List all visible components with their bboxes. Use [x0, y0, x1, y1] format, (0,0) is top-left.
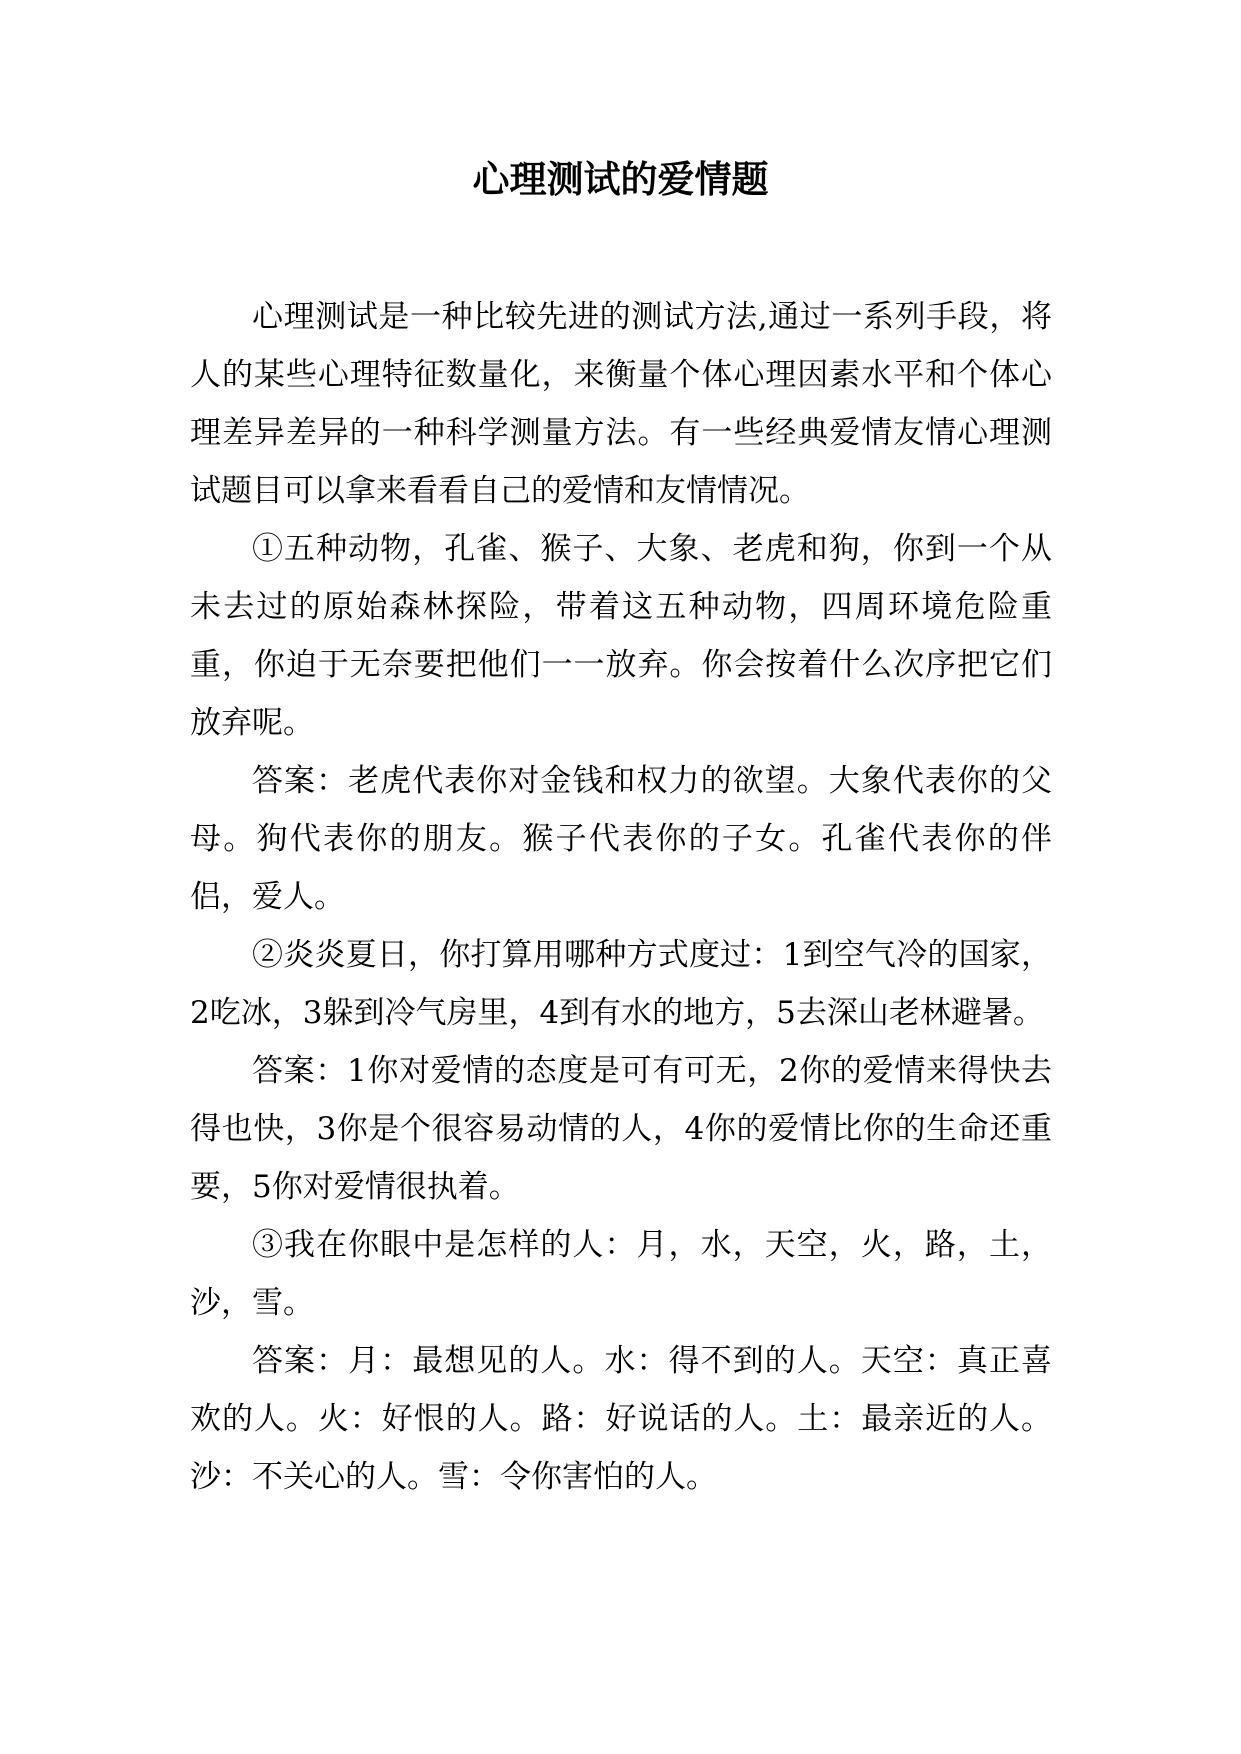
question-3-paragraph: ③我在你眼中是怎样的人：月，水，天空，火，路，土，沙，雪。: [190, 1227, 1052, 1321]
answer-2-paragraph: 答案：1你对爱情的态度是可有可无，2你的爱情来得快去得也快，3你是个很容易动情的人，4你的爱情比你的生命还重要，5你对爱情很执着。: [190, 1053, 1052, 1205]
answer-3-paragraph: 答案：月：最想见的人。水：得不到的人。天空：真正喜欢的人。火：好恨的人。路：好说话的人。土：最亲近的人。沙：不关心的人。雪：令你害怕的人。: [190, 1343, 1052, 1495]
intro-paragraph: 心理测试是一种比较先进的测试方法,通过一系列手段，将人的某些心理特征数量化，来衡量个体心理因素水平和个体心理差异差异的一种科学测量方法。有一些经典爱情友情心理测试题目可以拿来看看自己的爱情和友情情况。: [190, 299, 1052, 509]
question-2-paragraph: ②炎炎夏日，你打算用哪种方式度过：1到空气冷的国家，2吃冰，3躲到冷气房里，4到有水的地方，5去深山老林避暑。: [190, 937, 1052, 1031]
question-1-paragraph: ①五种动物，孔雀、猴子、大象、老虎和狗，你到一个从未去过的原始森林探险，带着这五种动物，四周环境危险重重，你迫于无奈要把他们一一放弃。你会按着什么次序把它们放弃呢。: [190, 531, 1052, 741]
document-body: [190, 288, 1052, 1506]
page-title: 心理测试的爱情题: [472, 158, 769, 201]
answer-1-paragraph: 答案：老虎代表你对金钱和权力的欲望。大象代表你的父母。狗代表你的朋友。猴子代表你的子女。孔雀代表你的伴侣，爱人。: [190, 763, 1052, 915]
